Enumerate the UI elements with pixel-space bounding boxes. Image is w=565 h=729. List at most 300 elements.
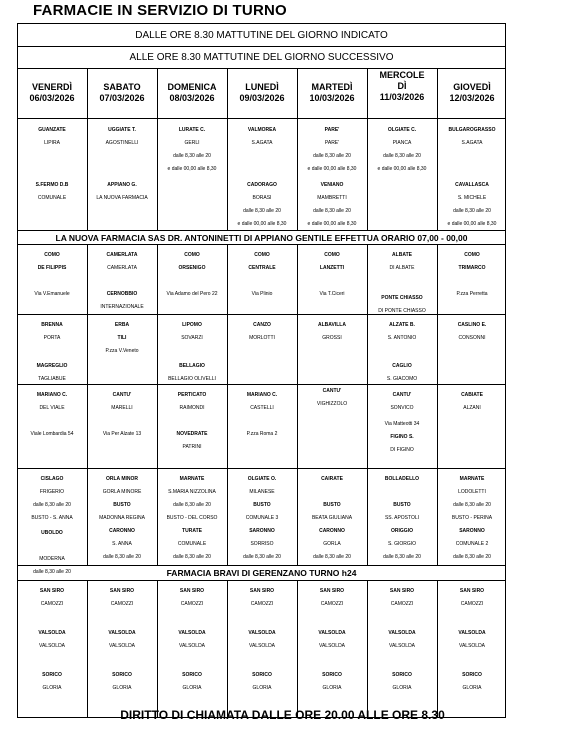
divider — [17, 118, 506, 119]
day-header — [157, 82, 227, 104]
pharmacy-town: LURATE C. — [178, 127, 206, 133]
page-title: FARMACIE IN SERVIZIO DI TURNO — [33, 2, 287, 19]
pharmacy-name: VALSOLDA — [458, 643, 486, 649]
pharmacy-town: VALMOREA — [247, 127, 277, 133]
pharmacy-cell — [227, 389, 297, 441]
pharmacy-cell — [157, 627, 227, 653]
pharmacy-name: CAMOZZI — [460, 601, 484, 607]
day-date: 06/03/2026 — [29, 93, 75, 103]
pharmacy-name: e dalle 00,00 alle 8,30 — [237, 221, 287, 227]
pharmacy-cell — [17, 124, 87, 150]
pharmacy-cell — [17, 249, 87, 301]
pharmacy-town: COMO — [324, 252, 340, 258]
pharmacy-cell — [87, 288, 157, 314]
opening-hours: dalle 8,30 alle 20 — [453, 554, 491, 560]
pharmacy-cell — [17, 669, 87, 695]
footer-notice: DIRITTO DI CHIAMATA DALLE ORE 20.00 ALLE ORE 8.30 — [120, 708, 445, 722]
pharmacy-name: S. ANTONIO — [387, 335, 417, 341]
day-name: LUNEDÌ — [245, 82, 279, 92]
pharmacy-name: VALSOLDA — [318, 643, 346, 649]
pharmacy-name: CAMOZZI — [180, 601, 204, 607]
pharmacy-name: VALSOLDA — [108, 643, 136, 649]
pharmacy-cell — [227, 249, 297, 301]
day-name: VENERDÌ — [31, 82, 72, 92]
pharmacy-name: Viale Lombardia 54 — [30, 431, 74, 437]
pharmacy-name: P.zza V.Veneto — [105, 348, 139, 354]
pharmacy-name: CAMERLATA — [107, 265, 137, 271]
pharmacy-name: DI FIGINO — [390, 447, 414, 453]
pharmacy-cell — [367, 249, 437, 275]
day-date: 09/03/2026 — [239, 93, 285, 103]
pharmacy-cell — [87, 473, 157, 564]
pharmacy-town: BRENNA — [41, 322, 63, 328]
pharmacy-town: COMO — [254, 252, 270, 258]
pharmacy-name: PATRINI — [182, 444, 202, 450]
pharmacy-town: TURATE — [182, 528, 202, 534]
pharmacy-name: S. GIACOMO — [386, 376, 418, 382]
opening-hours: dalle 8,30 alle 20 — [173, 153, 211, 159]
pharmacy-cell — [437, 473, 507, 564]
pharmacy-cell — [17, 319, 87, 345]
pharmacy-cell — [17, 473, 87, 525]
pharmacy-town: COMO — [44, 252, 60, 258]
pharmacy-cell — [157, 585, 227, 611]
pharmacy-cell — [297, 124, 367, 176]
pharmacy-cell — [87, 669, 157, 695]
pharmacy-name: GERLI — [184, 140, 200, 146]
pharmacy-name: BEATA GIULIANA — [311, 515, 353, 521]
opening-hours: dalle 8,30 alle 20 — [383, 554, 421, 560]
pharmacy-town: SAN SIRO — [109, 588, 135, 594]
pharmacy-cell — [437, 179, 507, 231]
pharmacy-town: OLGIATE C. — [387, 127, 417, 133]
divider — [17, 468, 506, 469]
pharmacy-name: Via Adamo del Pero 22 — [166, 291, 218, 297]
day-header — [87, 82, 157, 104]
pharmacy-town: VALSOLDA — [108, 630, 136, 636]
pharmacy-town: CABIATE — [461, 392, 483, 398]
day-header — [297, 82, 367, 104]
pharmacy-cell — [87, 319, 157, 358]
opening-hours: dalle 8,30 alle 20 — [313, 554, 351, 560]
pharmacy-cell — [157, 669, 227, 695]
pharmacy-town: UGGIATE T. — [108, 127, 136, 133]
pharmacy-name: SS. APOSTOLI — [384, 515, 420, 521]
pharmacy-name: MAMBRETTI — [317, 195, 347, 201]
pharmacy-name: COMUNALE 3 — [245, 515, 279, 521]
pharmacy-town: ALBAVILLA — [318, 322, 346, 328]
day-name: SABATO — [103, 82, 141, 92]
pharmacy-cell — [17, 627, 87, 653]
pharmacy-cell — [437, 669, 507, 695]
pharmacy-cell — [157, 360, 227, 386]
day-date: 07/03/2026 — [99, 93, 145, 103]
pharmacy-town: MAGREGLIO — [36, 363, 68, 369]
pharmacy-town: SORICO — [182, 672, 202, 678]
divider — [17, 565, 506, 566]
pharmacy-name: COMUNALE 2 — [455, 541, 489, 547]
pharmacy-name: VALSOLDA — [38, 643, 66, 649]
divider — [17, 244, 506, 245]
day-name: MERCOLEDÌ — [379, 70, 425, 91]
pharmacy-town: CAMERLATA — [106, 252, 138, 258]
pharmacy-town: PERTICATO — [177, 392, 207, 398]
pharmacy-name: PARE' — [324, 140, 340, 146]
pharmacy-name: MORLOTTI — [249, 335, 275, 341]
pharmacy-cell — [297, 627, 367, 653]
pharmacy-name: Via Plinio — [251, 291, 273, 297]
pharmacy-town: SAN SIRO — [39, 588, 65, 594]
pharmacy-name: GLORIA — [462, 685, 482, 691]
pharmacy-name — [437, 275, 507, 288]
pharmacy-name: TAGLIABUE — [38, 376, 66, 382]
opening-hours: dalle 8,30 alle 20 — [453, 502, 491, 508]
pharmacy-cell — [367, 473, 437, 564]
pharmacy-town: COMO — [464, 252, 480, 258]
pharmacy-town: CARONNO — [109, 528, 135, 534]
day-date: 08/03/2026 — [169, 93, 215, 103]
pharmacy-cell — [227, 319, 297, 345]
pharmacy-town: CAVALLASCA — [455, 182, 489, 188]
pharmacy-town: BUSTO — [113, 502, 131, 508]
pharmacy-town: BELLAGIO — [179, 363, 205, 369]
appiano-notice: LA NUOVA FARMACIA SAS DR. ANTONINETTI DI APPIANO GENTILE EFFETTUA ORARIO 07,00 - 00,00 — [55, 233, 468, 243]
pharmacy-name: MARELLI — [111, 405, 133, 411]
pharmacy-cell — [87, 179, 157, 205]
pharmacy-name: SONVICO — [390, 405, 414, 411]
pharmacy-name: Via T.Ciceri — [319, 291, 345, 297]
pharmacy-cell — [227, 627, 297, 653]
pharmacy-town: VALSOLDA — [178, 630, 206, 636]
pharmacy-name: Via Matteotti 34 — [384, 421, 420, 427]
pharmacy-name: LODOLETTI — [458, 489, 486, 495]
pharmacy-town: PONTE CHIASSO — [381, 295, 423, 301]
day-header — [17, 82, 87, 104]
pharmacy-name — [87, 415, 157, 428]
pharmacy-name — [367, 486, 437, 499]
pharmacy-name: AGOSTINELLI — [105, 140, 139, 146]
pharmacy-cell — [437, 319, 507, 345]
pharmacy-name: CASTELLI — [250, 405, 274, 411]
pharmacy-cell — [157, 319, 227, 345]
pharmacy-cell — [367, 124, 437, 176]
pharmacy-town: CANTU' — [392, 392, 412, 398]
divider — [17, 46, 506, 47]
pharmacy-cell — [297, 385, 367, 411]
pharmacy-town: ERBA — [114, 322, 130, 328]
pharmacy-name: BUSTO - S. ANNA — [31, 515, 73, 521]
day-header — [367, 70, 437, 103]
pharmacy-name: CONSONNI — [458, 335, 486, 341]
day-date: 12/03/2026 — [449, 93, 495, 103]
pharmacy-name: e dalle 00,00 alle 8,30 — [167, 166, 217, 172]
pharmacy-town: NOVEDRATE — [176, 431, 208, 437]
opening-hours: dalle 8,30 alle 20 — [313, 153, 351, 159]
pharmacy-name: VALSOLDA — [248, 643, 276, 649]
pharmacy-name: LIPIRA — [44, 140, 60, 146]
pharmacy-cell — [297, 179, 367, 231]
pharmacy-name: CAMOZZI — [250, 601, 274, 607]
pharmacy-name: DI PONTE CHIASSO — [378, 308, 426, 314]
pharmacy-name — [17, 540, 87, 553]
pharmacy-town: DE FILIPPIS — [37, 265, 67, 271]
day-header — [437, 82, 507, 104]
pharmacy-town: CANZO — [253, 322, 271, 328]
pharmacy-town: CARONNO — [319, 528, 345, 534]
pharmacy-cell — [87, 585, 157, 611]
pharmacy-town: GUANZATE — [38, 127, 66, 133]
pharmacy-name: INTERNAZIONALE — [100, 304, 144, 310]
pharmacy-name — [297, 275, 367, 288]
pharmacy-cell — [227, 585, 297, 611]
pharmacy-cell — [157, 389, 227, 415]
pharmacy-town: ALBATE — [392, 252, 412, 258]
pharmacy-name: ALZANI — [463, 405, 481, 411]
pharmacy-town: ORLA MINOR — [105, 476, 139, 482]
pharmacy-town: CAGLIO — [392, 363, 412, 369]
pharmacy-town: SAN SIRO — [389, 588, 415, 594]
pharmacy-town: LANZETTI — [319, 265, 345, 271]
pharmacy-name: e dalle 00,00 alle 8,30 — [447, 221, 497, 227]
pharmacy-name: GLORIA — [322, 685, 342, 691]
pharmacy-cell — [437, 627, 507, 653]
day-date: 10/03/2026 — [309, 93, 355, 103]
pharmacy-cell — [367, 389, 437, 415]
pharmacy-cell — [367, 627, 437, 653]
pharmacy-name: GLORIA — [182, 685, 202, 691]
pharmacy-cell — [87, 124, 157, 150]
header-line-2: ALLE ORE 8.30 MATTUTINE DEL GIORNO SUCCESSIVO — [129, 52, 394, 63]
pharmacy-name: GLORIA — [112, 685, 132, 691]
pharmacy-town: FIGINO S. — [390, 434, 414, 440]
pharmacy-town: SORICO — [112, 672, 132, 678]
pharmacy-name: BUSTO - PERINA — [451, 515, 493, 521]
pharmacy-cell — [157, 473, 227, 564]
pharmacy-cell — [157, 124, 227, 176]
opening-hours: dalle 8,30 alle 20 — [313, 208, 351, 214]
opening-hours: dalle 8,30 alle 20 — [33, 502, 71, 508]
pharmacy-name: FRIGERIO — [39, 489, 65, 495]
pharmacy-town: ALZATE B. — [389, 322, 415, 328]
pharmacy-cell — [437, 585, 507, 611]
pharmacy-name: GORLA MINORE — [102, 489, 142, 495]
pharmacy-town: SORICO — [322, 672, 342, 678]
divider — [17, 580, 506, 581]
opening-hours: dalle 8,30 alle 20 — [33, 569, 71, 575]
pharmacy-name — [297, 486, 367, 499]
pharmacy-cell — [367, 319, 437, 345]
pharmacy-cell — [87, 627, 157, 653]
pharmacy-name: DEL VIALE — [39, 405, 65, 411]
pharmacy-cell — [227, 179, 297, 231]
opening-hours: dalle 8,30 alle 20 — [383, 153, 421, 159]
divider — [17, 68, 506, 69]
pharmacy-cell — [227, 124, 297, 150]
pharmacy-name: e dalle 00,00 alle 8,30 — [307, 166, 357, 172]
pharmacy-town: CASLINO E. — [457, 322, 487, 328]
pharmacy-town: VENIANO — [320, 182, 344, 188]
pharmacy-name — [17, 415, 87, 428]
pharmacy-town: BUSTO — [323, 502, 341, 508]
pharmacy-name: GLORIA — [392, 685, 412, 691]
opening-hours: dalle 8,30 alle 20 — [243, 208, 281, 214]
pharmacy-name — [157, 275, 227, 288]
pharmacy-name: CAMOZZI — [110, 601, 134, 607]
pharmacy-name: GLORIA — [42, 685, 62, 691]
pharmacy-town: VALSOLDA — [248, 630, 276, 636]
pharmacy-town: ORSENIGO — [178, 265, 206, 271]
pharmacy-town: MARNATE — [179, 476, 205, 482]
pharmacy-town: TILI — [117, 335, 127, 341]
pharmacy-cell — [367, 360, 437, 386]
pharmacy-name: PIANCA — [392, 140, 412, 146]
pharmacy-town: SORICO — [462, 672, 482, 678]
pharmacy-town: MARIANO C. — [246, 392, 278, 398]
pharmacy-cell — [297, 669, 367, 695]
pharmacy-name: P.zza Roma 2 — [246, 431, 278, 437]
gerenzano-notice: FARMACIA BRAVI DI GERENZANO TURNO h24 — [166, 568, 357, 578]
pharmacy-name: SORRISO — [250, 541, 274, 547]
pharmacy-name: S.AGATA — [461, 140, 483, 146]
pharmacy-cell — [367, 292, 437, 318]
pharmacy-town: CERNOBBIO — [106, 291, 138, 297]
pharmacy-town: SAN SIRO — [179, 588, 205, 594]
opening-hours: dalle 8,30 alle 20 — [173, 502, 211, 508]
pharmacy-cell — [437, 124, 507, 150]
pharmacy-name: BORASI — [252, 195, 272, 201]
pharmacy-cell — [17, 389, 87, 441]
pharmacy-name: RAIMONDI — [179, 405, 205, 411]
pharmacy-town: TRIMARCO — [458, 265, 486, 271]
pharmacy-name: COMUNALE — [177, 541, 207, 547]
pharmacy-town: MARIANO C. — [36, 392, 68, 398]
pharmacy-town: VALSOLDA — [318, 630, 346, 636]
pharmacy-name: S. MICHELE — [457, 195, 487, 201]
pharmacy-name: SOVARZI — [181, 335, 203, 341]
pharmacy-cell — [437, 389, 507, 415]
pharmacy-name: CAMOZZI — [40, 601, 64, 607]
pharmacy-name: MILANESE — [249, 489, 275, 495]
pharmacy-town: VALSOLDA — [388, 630, 416, 636]
pharmacy-name: S. ANNA — [112, 541, 132, 547]
pharmacy-town: ORIGGIO — [391, 528, 413, 534]
opening-hours: dalle 8,30 alle 20 — [103, 554, 141, 560]
pharmacy-cell — [367, 585, 437, 611]
pharmacy-town: SORICO — [392, 672, 412, 678]
pharmacy-cell — [227, 473, 297, 564]
pharmacy-name: GLORIA — [252, 685, 272, 691]
pharmacy-name: Via V.Emanuele — [34, 291, 70, 297]
pharmacy-town: BULGAROGRASSO — [448, 127, 496, 133]
day-header — [227, 82, 297, 104]
pharmacy-town: PARE' — [324, 127, 340, 133]
pharmacy-cell — [87, 389, 157, 441]
pharmacy-cell — [17, 585, 87, 611]
pharmacy-name: S.MARIA NIZZOLINA — [168, 489, 216, 495]
pharmacy-cell — [367, 418, 437, 457]
pharmacy-town: CAIRATE — [321, 476, 343, 482]
pharmacy-name: S.AGATA — [251, 140, 273, 146]
pharmacy-town: LIPOMO — [182, 322, 202, 328]
pharmacy-cell — [157, 428, 227, 454]
pharmacy-cell — [157, 249, 227, 301]
pharmacy-name: PORTA — [43, 335, 61, 341]
pharmacy-name: MODERNA — [39, 556, 65, 562]
pharmacy-name: LA NUOVA FARMACIA — [96, 195, 148, 201]
pharmacy-cell — [297, 319, 367, 345]
pharmacy-town: BUSTO — [393, 502, 411, 508]
pharmacy-town: CANTU' — [322, 388, 342, 394]
pharmacy-cell — [17, 360, 87, 386]
pharmacy-name: e dalle 00,00 alle 8,30 — [307, 221, 357, 227]
pharmacy-town: CADORAGO — [247, 182, 277, 188]
pharmacy-cell — [297, 585, 367, 611]
pharmacy-cell — [297, 249, 367, 301]
day-name: GIOVEDÌ — [453, 82, 491, 92]
pharmacy-name: DI ALBATE — [389, 265, 415, 271]
pharmacy-name: S. GIORGIO — [387, 541, 417, 547]
pharmacy-cell — [17, 527, 87, 579]
pharmacy-name: CAMOZZI — [320, 601, 344, 607]
pharmacy-town: CISLAGO — [40, 476, 64, 482]
pharmacy-town: SAN SIRO — [459, 588, 485, 594]
pharmacy-town: VALSOLDA — [458, 630, 486, 636]
pharmacy-name: MADONNA REGINA — [99, 515, 145, 521]
pharmacy-name: P.zza Perretta — [456, 291, 488, 297]
day-date: 11/03/2026 — [379, 92, 425, 102]
pharmacy-town: SORICO — [252, 672, 272, 678]
day-name: MARTEDÌ — [311, 82, 353, 92]
pharmacy-town: UBOLDO — [41, 530, 63, 536]
pharmacy-name: GORLA — [323, 541, 341, 547]
pharmacy-town: COMO — [184, 252, 200, 258]
pharmacy-cell — [87, 249, 157, 275]
pharmacy-name: e dalle 00,00 alle 8,30 — [377, 166, 427, 172]
pharmacy-name — [227, 415, 297, 428]
pharmacy-name: VALSOLDA — [178, 643, 206, 649]
pharmacy-town: S.FERMO D.B — [35, 182, 69, 188]
day-name: DOMENICA — [167, 82, 217, 92]
pharmacy-name: BELLAGIO OLIVELLI — [168, 376, 216, 382]
pharmacy-name: CAMOZZI — [390, 601, 414, 607]
pharmacy-town: SAN SIRO — [249, 588, 275, 594]
pharmacy-town: CENTRALE — [248, 265, 276, 271]
pharmacy-town: SARONNO — [459, 528, 485, 534]
pharmacy-town: SARONNO — [249, 528, 275, 534]
opening-hours: dalle 8,30 alle 20 — [173, 554, 211, 560]
pharmacy-town: CANTU' — [112, 392, 132, 398]
pharmacy-name: Via Per Alzate 13 — [102, 431, 142, 437]
pharmacy-name — [227, 275, 297, 288]
pharmacy-cell — [17, 179, 87, 205]
pharmacy-name: COMUNALE — [37, 195, 67, 201]
pharmacy-town: SAN SIRO — [319, 588, 345, 594]
pharmacy-name: VIGHIZZOLO — [316, 401, 348, 407]
pharmacy-cell — [297, 473, 367, 564]
opening-hours: dalle 8,30 alle 20 — [243, 554, 281, 560]
pharmacy-name: BUSTO - DEL CORSO — [166, 515, 218, 521]
pharmacy-cell — [367, 669, 437, 695]
pharmacy-cell — [437, 249, 507, 301]
pharmacy-town: BOLLADELLO — [384, 476, 420, 482]
pharmacy-cell — [227, 669, 297, 695]
pharmacy-town: MARNATE — [459, 476, 485, 482]
opening-hours: dalle 8,30 alle 20 — [453, 208, 491, 214]
pharmacy-name: GROSSI — [322, 335, 342, 341]
pharmacy-name: VALSOLDA — [388, 643, 416, 649]
pharmacy-town: BUSTO — [253, 502, 271, 508]
pharmacy-name — [17, 275, 87, 288]
